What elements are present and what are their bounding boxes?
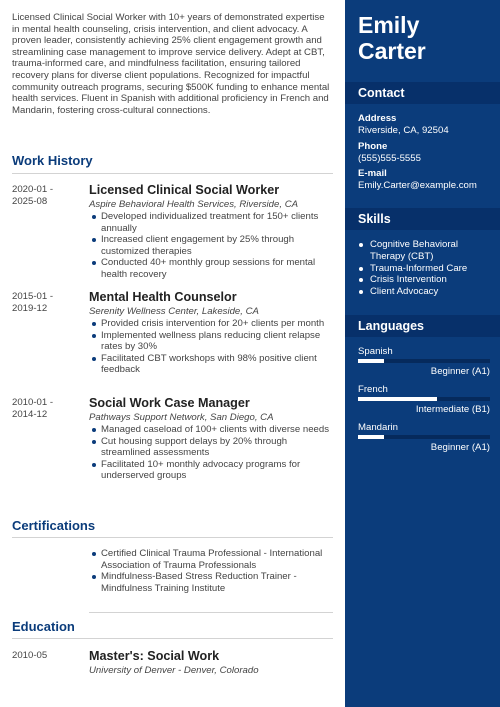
language-item (358, 346, 490, 378)
job-dates: 2020-01 - 2025-08 (12, 184, 54, 207)
contact-heading: Contact (345, 82, 500, 104)
language-name: Spanish (358, 346, 393, 357)
skill-item: Client Advocacy (358, 286, 493, 298)
candidate-name (358, 12, 426, 64)
job-bullets (89, 424, 337, 482)
sidebar (345, 0, 500, 707)
languages-heading: Languages (345, 315, 500, 337)
language-proficiency-fill (358, 435, 384, 439)
skill-item: Cognitive Behavioral Therapy (CBT) (358, 239, 493, 263)
language-name: Mandarin (358, 422, 398, 433)
job-bullet: Facilitated CBT workshops with 98% positive client feedback (89, 353, 337, 376)
job-company: Serenity Wellness Center, Lakeside, CA (89, 306, 259, 317)
language-proficiency-fill (358, 397, 437, 401)
work-history-heading: Work History (12, 153, 93, 168)
address-label: Address (358, 113, 397, 124)
job-bullet: Conducted 40+ monthly group sessions for mental health recovery (89, 257, 337, 280)
education-heading: Education (12, 619, 75, 634)
last-name: Carter (358, 38, 426, 64)
language-proficiency-fill (358, 359, 384, 363)
job-bullet: Implemented wellness plans reducing client relapse rates by 30% (89, 330, 337, 353)
language-level: Beginner (A1) (430, 442, 490, 453)
language-proficiency-bar (358, 435, 490, 439)
phone-label: Phone (358, 141, 388, 152)
certification-item: Mindfulness-Based Stress Reduction Trainer - Mindfulness Training Institute (89, 571, 334, 594)
job-title: Social Work Case Manager (89, 396, 250, 410)
first-name: Emily (358, 12, 420, 38)
school-name: University of Denver - Denver, Colorado (89, 665, 259, 676)
skill-item: Trauma-Informed Care (358, 263, 493, 275)
work-history-divider (12, 173, 333, 174)
job-bullets (89, 318, 337, 376)
language-item (358, 422, 490, 454)
job-title: Mental Health Counselor (89, 290, 237, 304)
job-bullet: Developed individualized treatment for 150+ clients annually (89, 211, 337, 234)
education-date: 2010-05 (12, 650, 48, 661)
certifications-end-divider (89, 612, 333, 613)
language-level: Intermediate (B1) (415, 404, 490, 415)
job-dates: 2010-01 - 2014-12 (12, 397, 54, 420)
email-label: E-mail (358, 168, 387, 179)
job-dates: 2015-01 - 2019-12 (12, 291, 54, 314)
email-value[interactable]: Emily.Carter@example.com (358, 180, 477, 191)
address-value: Riverside, CA, 92504 (358, 125, 449, 136)
language-name: French (358, 384, 388, 395)
professional-summary: Licensed Clinical Social Worker with 10+ years of demonstrated expertise in mental health counseling, crisis intervention, and client advocacy. A proven leader, consistently achieving 25% client engagement growth and streamlining case management to improve service delivery. Adept at CBT, trauma-informed care, and mindfulness facilitation, ensuring tailored recovery plans for diverse client populations. Recognized for impactful community outreach programs, securing $500K funding to enhance mental health services. Fluent in Spanish with additional proficiency in French and Mandarin, fostering cross-cultural connections. (12, 12, 330, 116)
job-company: Pathways Support Network, San Diego, CA (89, 412, 274, 423)
language-level: Beginner (A1) (430, 366, 490, 377)
certification-item: Certified Clinical Trauma Professional - International Association of Trauma Professionals (89, 548, 334, 571)
job-bullet: Facilitated 10+ monthly advocacy programs for underserved groups (89, 459, 337, 482)
certifications-list (89, 548, 334, 594)
skills-list (358, 239, 493, 298)
job-bullet: Increased client engagement by 25% through customized therapies (89, 234, 337, 257)
certifications-divider (12, 537, 333, 538)
job-bullet: Managed caseload of 100+ clients with diverse needs (89, 424, 337, 436)
language-proficiency-bar (358, 397, 490, 401)
phone-value: (555)555-5555 (358, 153, 421, 164)
skills-heading: Skills (345, 208, 500, 230)
job-bullet: Provided crisis intervention for 20+ clients per month (89, 318, 337, 330)
education-divider (12, 638, 333, 639)
skill-item: Crisis Intervention (358, 274, 493, 286)
degree-title: Master's: Social Work (89, 649, 220, 663)
certifications-heading: Certifications (12, 518, 96, 533)
job-company: Aspire Behavioral Health Services, Riverside, CA (89, 199, 299, 210)
language-proficiency-bar (358, 359, 490, 363)
job-title: Licensed Clinical Social Worker (89, 183, 280, 197)
job-bullets (89, 211, 337, 281)
job-bullet: Cut housing support delays by 20% through streamlined assessments (89, 436, 337, 459)
language-item (358, 384, 490, 416)
